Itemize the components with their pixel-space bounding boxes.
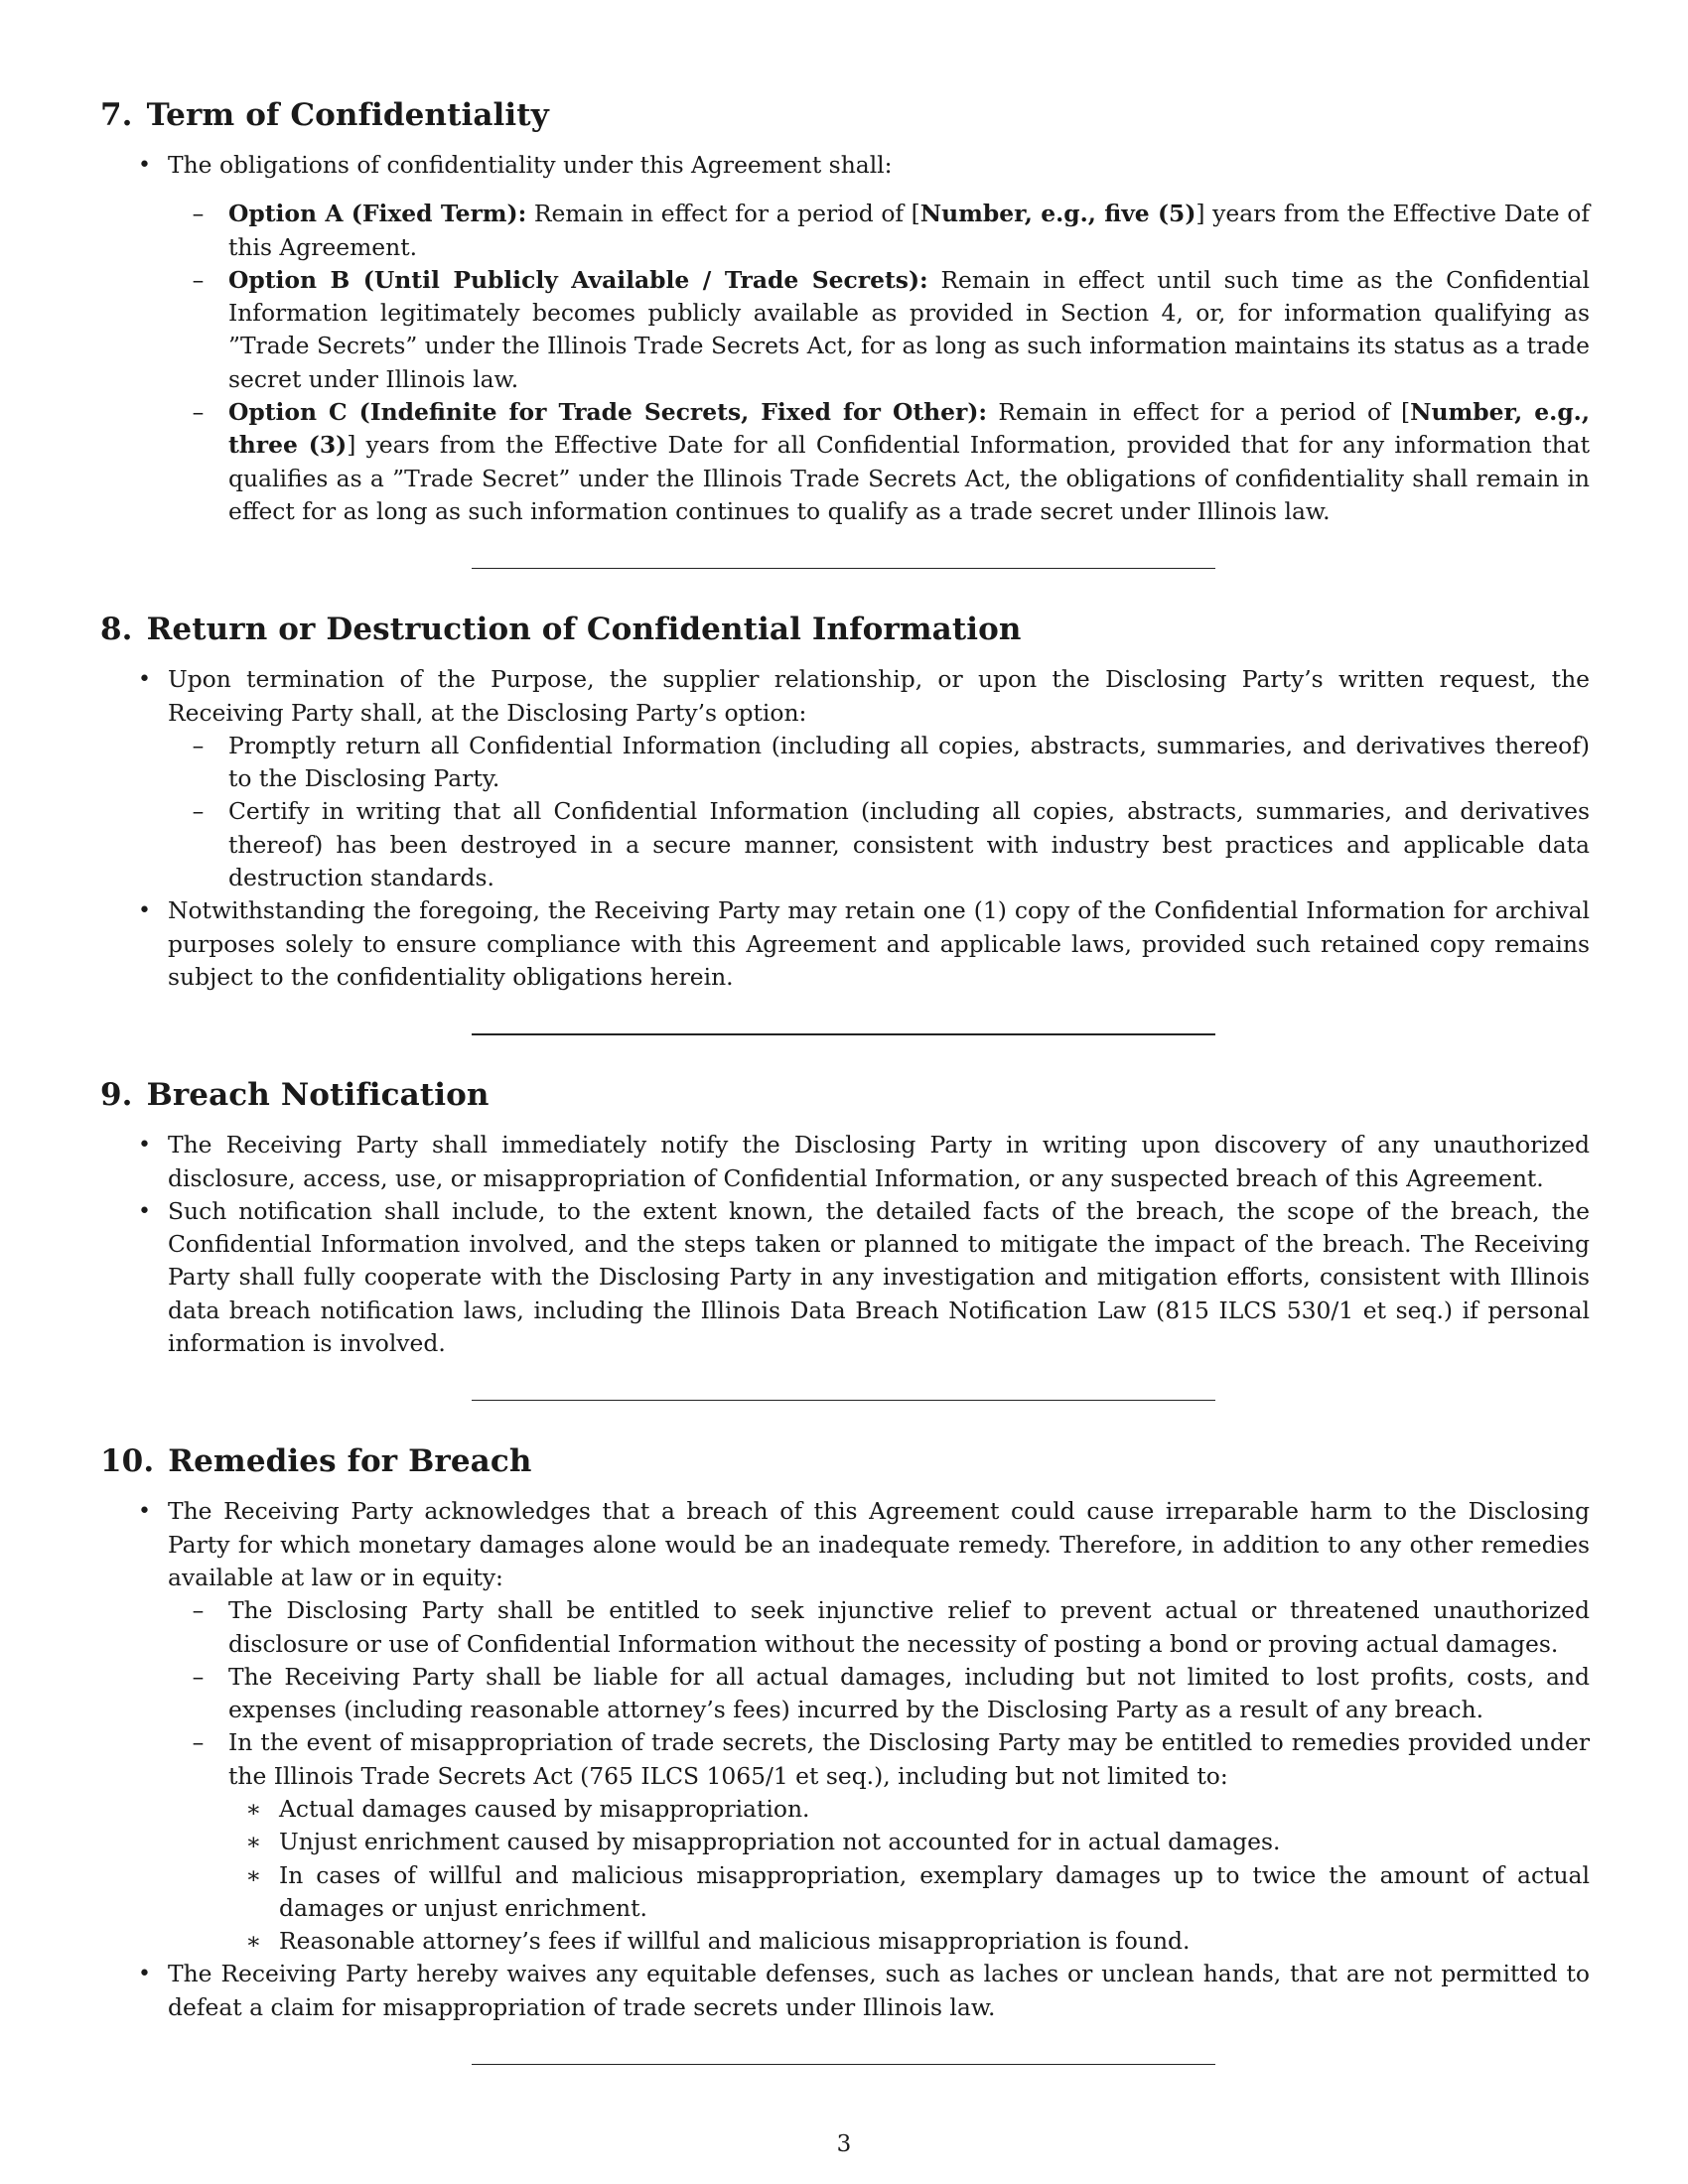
placeholder-text: Number, e.g., three (3) bbox=[228, 398, 1590, 460]
dash-icon: – bbox=[192, 1596, 205, 1625]
section-divider bbox=[472, 1033, 1215, 1035]
list-item bbox=[100, 1195, 1590, 1360]
section-9-heading bbox=[100, 1075, 1590, 1115]
sub-list-item bbox=[168, 1661, 1590, 1727]
section-title: Return or Destruction of Confidential Information bbox=[146, 612, 1022, 648]
list-item-text: Notwithstanding the foregoing, the Receiving Party may retain one (1) copy of the Confidential Information for archival purposes solely to ensure compliance with this Agreement and applicable laws, provided such retained copy remains subject to the confidentiality obligations herein. bbox=[168, 896, 1590, 991]
section-number: 8. bbox=[100, 612, 133, 648]
section-number: 9. bbox=[100, 1077, 133, 1114]
section-8-heading bbox=[100, 610, 1590, 649]
document-page bbox=[100, 95, 1590, 2065]
section-7 bbox=[100, 95, 1590, 528]
dash-icon: – bbox=[192, 797, 205, 826]
sub-sub-list-item-text: Reasonable attorney’s fees if willful and malicious misappropriation is found. bbox=[279, 1927, 1191, 1956]
list-item bbox=[100, 149, 1590, 528]
sub-sub-list-item bbox=[228, 1925, 1590, 1958]
sub-sub-list-item bbox=[228, 1826, 1590, 1858]
list-item bbox=[100, 1129, 1590, 1195]
option-text: ] years from the Effective Date of this Agreement. bbox=[228, 200, 1590, 261]
sub-sub-list-item-text: In cases of willful and malicious misappropriation, exemplary damages up to twice the amount of actual damages or unjust enrichment. bbox=[279, 1860, 1590, 1922]
section-number: 10. bbox=[100, 1443, 155, 1480]
bullet-icon: • bbox=[138, 1499, 151, 1525]
dash-icon: – bbox=[192, 265, 205, 294]
list-item-text: The Receiving Party shall immediately notify the Disclosing Party in writing upon discovery of any unauthorized disclosure, access, use, or misappropriation of Confidential Information, or any suspected breach of this Agreement. bbox=[168, 1131, 1590, 1192]
sub-sub-list-item bbox=[228, 1859, 1590, 1926]
dash-icon: – bbox=[192, 1728, 205, 1757]
list-item bbox=[100, 1958, 1590, 2024]
section-title: Term of Confidentiality bbox=[146, 97, 549, 133]
option-label: Option B (Until Publicly Available / Trade Secrets): bbox=[228, 265, 928, 294]
asterisk-icon: ∗ bbox=[245, 1860, 262, 1889]
bullet-icon: • bbox=[138, 898, 151, 924]
list-item-text: Upon termination of the Purpose, the supplier relationship, or upon the Disclosing Party’s written request, the Receiving Party shall, at the Disclosing Party’s option: bbox=[168, 665, 1590, 727]
bullet-icon: • bbox=[138, 1133, 151, 1159]
section-7-heading bbox=[100, 95, 1590, 135]
option-label: Option C (Indefinite for Trade Secrets, Fixed for Other): bbox=[228, 398, 988, 427]
section-title: Breach Notification bbox=[146, 1077, 490, 1114]
asterisk-icon: ∗ bbox=[245, 1794, 262, 1823]
sub-list-item bbox=[168, 730, 1590, 796]
sub-list-item-text: In the event of misappropriation of trade secrets, the Disclosing Party may be entitled to remedies provided under the Illinois Trade Secrets Act (765 ILCS 1065/1 et seq.), including but not limited to: bbox=[228, 1728, 1590, 1790]
placeholder-text: Number, e.g., five (5) bbox=[919, 200, 1196, 228]
sub-sub-list-item bbox=[228, 1793, 1590, 1826]
option-text: ] years from the Effective Date for all Confidential Information, provided that for any information that qualifies as a ”Trade Secret” under the Illinois Trade Secrets Act, the obligations of confidentiality shall remain in effect for as long as such information continues to qualify as a trade secret under Illinois law. bbox=[228, 431, 1590, 525]
bullet-icon: • bbox=[138, 1198, 151, 1224]
sub-list-item-text: Promptly return all Confidential Information (including all copies, abstracts, summaries, and derivatives thereof) to the Disclosing Party. bbox=[228, 731, 1590, 793]
section-divider bbox=[472, 2064, 1215, 2065]
list-item bbox=[100, 1495, 1590, 1958]
sub-list-item bbox=[168, 1726, 1590, 1958]
sub-sub-list-item-text: Unjust enrichment caused by misappropriation not accounted for in actual damages. bbox=[279, 1828, 1281, 1856]
bullet-icon: • bbox=[138, 1962, 151, 1987]
sub-list-item bbox=[168, 264, 1590, 396]
dash-icon: – bbox=[192, 200, 205, 228]
option-label: Option A (Fixed Term): bbox=[228, 200, 527, 228]
page-number: 3 bbox=[836, 2131, 852, 2157]
section-8 bbox=[100, 610, 1590, 994]
list-item-text: The Receiving Party acknowledges that a breach of this Agreement could cause irreparable harm to the Disclosing Party for which monetary damages alone would be an inadequate remedy. Therefore, in addition to any other remedies available at law or in equity: bbox=[168, 1497, 1590, 1591]
sub-list-item bbox=[168, 795, 1590, 894]
asterisk-icon: ∗ bbox=[245, 1828, 262, 1856]
sub-list-item-text: The Disclosing Party shall be entitled to seek injunctive relief to prevent actual or threatened unauthorized disclosure or use of Confidential Information without the necessity of posting a bond or proving actual damages. bbox=[228, 1596, 1590, 1658]
section-10 bbox=[100, 1441, 1590, 2024]
option-text: Remain in effect until such time as the Confidential Information legitimately becomes publicly available as provided in Section 4, or, for information qualifying as ”Trade Secrets” under the Illinois Trade Secrets Act, for as long as such information maintains its status as a trade secret under Illinois law. bbox=[228, 265, 1590, 393]
bullet-icon: • bbox=[138, 667, 151, 693]
asterisk-icon: ∗ bbox=[245, 1927, 262, 1956]
dash-icon: – bbox=[192, 398, 205, 427]
sub-list-item bbox=[168, 198, 1590, 264]
section-title: Remedies for Breach bbox=[168, 1443, 532, 1480]
bullet-icon: • bbox=[138, 153, 151, 178]
sub-sub-list-item-text: Actual damages caused by misappropriation. bbox=[279, 1794, 810, 1823]
sub-list-item bbox=[168, 396, 1590, 528]
dash-icon: – bbox=[192, 731, 205, 759]
sub-list-item bbox=[168, 1594, 1590, 1661]
section-divider bbox=[472, 568, 1215, 569]
list-item-text: The obligations of confidentiality under this Agreement shall: bbox=[168, 151, 893, 179]
option-text: Remain in effect for a period of [ bbox=[526, 200, 920, 228]
sub-list-item-text: Certify in writing that all Confidential Information (including all copies, abstracts, summaries, and derivatives thereof) has been destroyed in a secure manner, consistent with industry best practices and applicable data destruction standards. bbox=[228, 797, 1590, 892]
dash-icon: – bbox=[192, 1662, 205, 1691]
list-item-text: The Receiving Party hereby waives any equitable defenses, such as laches or unclean hands, that are not permitted to defeat a claim for misappropriation of trade secrets under Illinois law. bbox=[168, 1960, 1590, 2021]
list-item bbox=[100, 894, 1590, 994]
section-10-heading bbox=[100, 1441, 1590, 1481]
section-divider bbox=[472, 1400, 1215, 1401]
list-item-text: Such notification shall include, to the extent known, the detailed facts of the breach, the scope of the breach, the Confidential Information involved, and the steps taken or planned to mitigate the impact of the breach. The Receiving Party shall fully cooperate with the Disclosing Party in any investigation and mitigation efforts, consistent with Illinois data breach notification laws, including the Illinois Data Breach Notification Law (815 ILCS 530/1 et seq.) if personal information is involved. bbox=[168, 1196, 1590, 1358]
section-9 bbox=[100, 1075, 1590, 1360]
sub-list-item-text: The Receiving Party shall be liable for all actual damages, including but not limited to lost profits, costs, and expenses (including reasonable attorney’s fees) incurred by the Disclosing Party as a result of any breach. bbox=[228, 1662, 1590, 1724]
list-item bbox=[100, 663, 1590, 894]
option-text: Remain in effect for a period of [ bbox=[987, 398, 1411, 427]
section-number: 7. bbox=[100, 97, 133, 133]
